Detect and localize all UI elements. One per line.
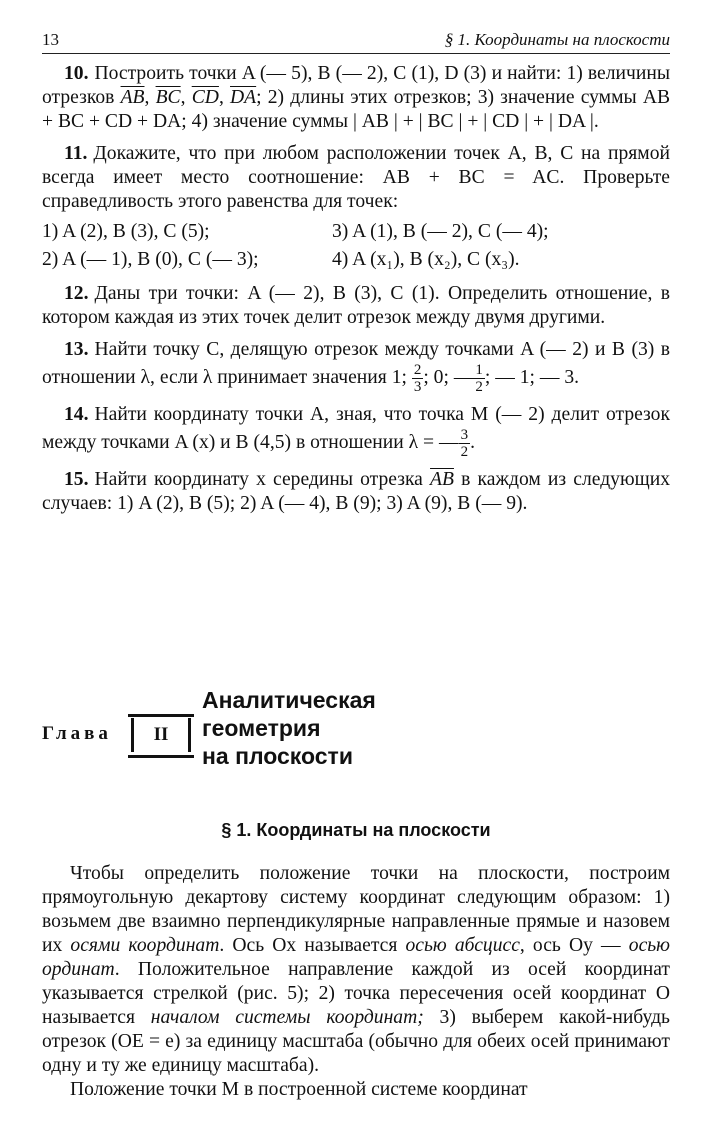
option-3: 3) A (1), B (— 2), C (— 4);	[332, 221, 549, 242]
task-12	[42, 282, 670, 330]
task-13: 13. Найти точку C, делящую отрезок между точками A (— 2) и B (3) в отношении λ, если λ принимает значения 1; $\frac{2}{3}$ ; 0; — $\frac{1}{2}$ ; — 1; — 3.	[42, 339, 670, 395]
task-text-cont: в каждом из следующих случаев: 1) A (2), B (5); 2) A (— 4), B (9); 3) A (9), B (— 9).	[42, 469, 670, 514]
task-text: Найти точку C, делящую отрезок между точками A (— 2) и B (3) в отношении λ, если λ принимает значения 1;	[42, 339, 670, 388]
task-text: Найти координату точки A, зная, что точка M (— 2) делит отрезок между точками A (x) и B (4,5) в отношении λ = —	[42, 404, 670, 453]
task-number: 13.	[64, 339, 89, 360]
chapter-number: II	[131, 718, 191, 752]
task-options	[42, 218, 670, 274]
option-1: 1) A (2), B (3), C (5);	[42, 221, 210, 242]
term: осью ординат	[42, 935, 670, 980]
fraction-2-3: $\frac{2}{3}$	[413, 362, 422, 395]
chapter-heading	[42, 680, 670, 800]
chapter-title-line: геометрия	[202, 715, 321, 741]
running-section-title: § 1. Координаты на плоскости	[444, 30, 670, 49]
term: осью абсцисс	[405, 935, 520, 956]
task-10: 10. Построить точки A (— 5), B (— 2), C (1), D (3) и найти: 1) величины отрезков $\overline{AB}$, $\overline{BC}$, $\overline{CD}$, $\overline{DA}$; 2) длины этих отрезков; 3) значение суммы AB + BC + CD + DA; 4) значение суммы | AB | + | BC | + | CD | + | DA |.	[42, 63, 671, 132]
page-number: 13	[42, 30, 59, 49]
task-text: Построить точки A (— 5), B (— 2), C (1), D (3) и найти: 1) величины отрезков	[42, 63, 670, 108]
paragraph: Чтобы определить положение точки на плоскости, построим прямоугольную декартову систему координат следующим образом: 1) возьмем две взаимно перпендикулярные направленные прямые и назовем их осями координат. Ось Ox называется осью абсцисс, ось Oy — осью ординат. Положительное направление каждой из осей координат указывается стрелкой (рис. 5); 2) точка пересечения осей координат O называется началом системы координат; 3) выберем какой-нибудь отрезок (OE = e) за единицу масштаба (обычно для обеих осей принимают одну и ту же единицу масштаба).	[42, 863, 670, 1076]
option-4: 4) A (x₁), B (x₂), C (x₃).	[332, 249, 520, 270]
body-text	[42, 862, 670, 1102]
segment-da: $\overline{DA}$	[230, 87, 257, 108]
segment-cd: $\overline{CD}$	[191, 87, 219, 108]
term: началом системы координат;	[150, 1007, 424, 1028]
chapter-title-line: Аналитическая	[202, 687, 376, 713]
running-header	[42, 30, 670, 54]
task-number: 10.	[64, 63, 89, 84]
task-text: Найти координату x середины отрезка	[94, 469, 431, 490]
chapter-label: Глава	[42, 723, 112, 744]
task-number: 11.	[64, 143, 88, 164]
segment-ab: $\overline{AB}$	[120, 87, 145, 108]
chapter-box-bottom-rule	[128, 755, 194, 758]
chapter-box-top-rule	[128, 714, 194, 717]
segment-ab: $\overline{AB}$	[430, 469, 454, 490]
task-text: Докажите, что при любом расположении точек A, B, C на прямой всегда имеет место соотношение: AB + BC = AC. Проверьте справедливость этого равенства для точек:	[42, 143, 670, 212]
option-2: 2) A (— 1), B (0), C (— 3);	[42, 249, 259, 270]
task-text-cont: ; 2) длины этих отрезков; 3) значение суммы AB + BC + CD + DA; 4) значение суммы | AB | + | BC | + | CD | + | DA |.	[42, 87, 671, 132]
paragraph: Положение точки M в построенной системе координат	[70, 1079, 528, 1100]
fraction-1-2: $\frac{1}{2}$	[475, 362, 483, 395]
term: осями координат	[70, 935, 220, 956]
task-number: 14.	[64, 404, 89, 425]
fraction-3-2: $\frac{3}{2}$	[460, 427, 469, 460]
task-number: 15.	[64, 469, 89, 490]
task-text: Даны три точки: A (— 2), B (3), C (1). Определить отношение, в котором каждая из этих точек делит отрезок между двумя другими.	[42, 283, 670, 328]
page	[42, 30, 671, 1100]
section-heading: § 1. Координаты на плоскости	[221, 820, 491, 840]
chapter-title	[202, 686, 376, 770]
task-14: 14. Найти координату точки A, зная, что точка M (— 2) делит отрезок между точками A (x) и B (4,5) в отношении λ = — $\frac{3}{2}$ .	[42, 404, 670, 460]
segment-bc: $\overline{BC}$	[155, 87, 181, 108]
task-11	[42, 142, 670, 274]
chapter-title-line: на плоскости	[202, 743, 353, 769]
task-number: 12.	[64, 283, 89, 304]
task-15	[42, 468, 670, 516]
